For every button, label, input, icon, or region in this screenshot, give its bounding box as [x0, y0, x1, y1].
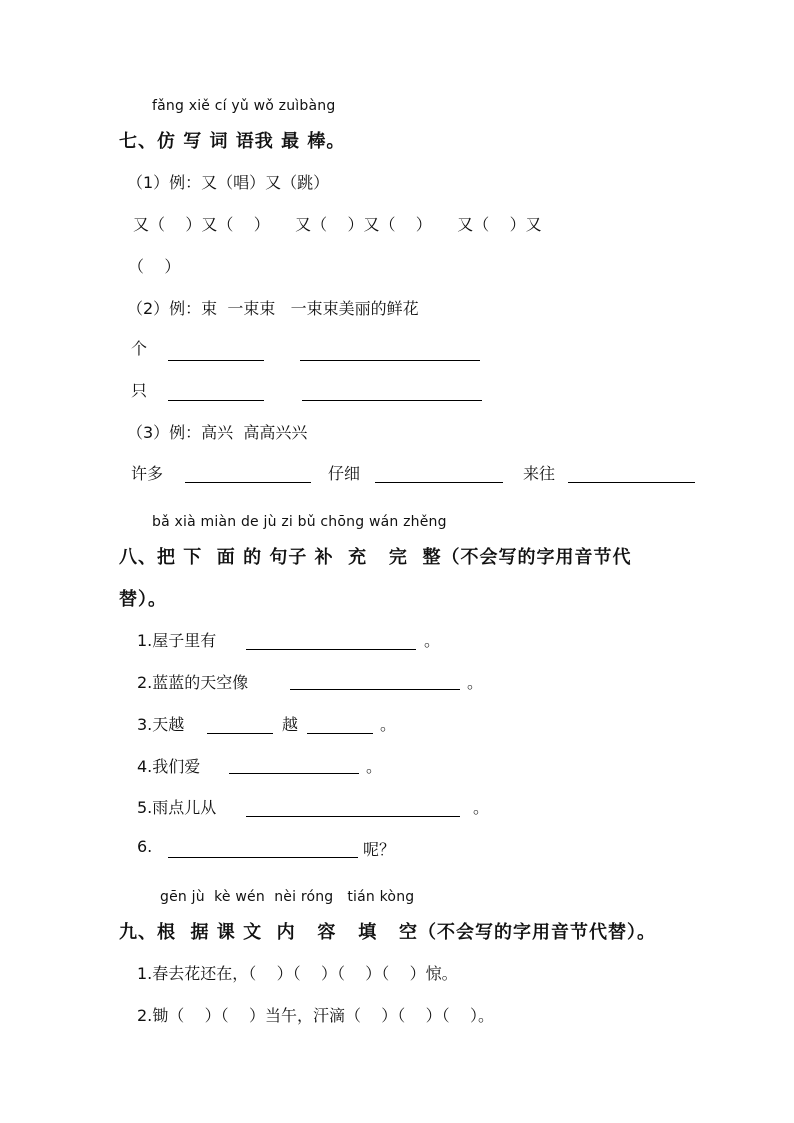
q1-example: （1）例：又（唱）又（跳）	[127, 173, 330, 192]
q3-word-3: 来往	[523, 464, 556, 483]
s9-line-1: 1.春去花还在，（ ）（ ）（ ）（ ）惊。	[137, 964, 458, 983]
q2-row2-blank-2[interactable]	[302, 400, 482, 401]
s8-item-5-blank[interactable]	[246, 816, 460, 817]
q3-blank-3[interactable]	[568, 482, 695, 483]
s8-item-6-suffix: 呢？	[363, 840, 396, 859]
q2-example: （2）例：束 一束束 一束束美丽的鲜花	[127, 299, 419, 318]
section-8-title-cont: 替）。	[119, 589, 167, 610]
q1-answer-line-1: 又（ ）又（ ） 又（ ）又（ ） 又（ ）又	[133, 215, 542, 234]
q3-blank-1[interactable]	[185, 482, 311, 483]
s8-item-3-blank-1[interactable]	[207, 733, 273, 734]
q2-row2-blank-1[interactable]	[168, 400, 264, 401]
q2-row1-blank-1[interactable]	[168, 360, 264, 361]
section-7-pinyin: fǎng xiě cí yǔ wǒ zuìbàng	[152, 98, 336, 114]
section-8-pinyin: bǎ xià miàn de jù zi bǔ chōng wán zhěng	[152, 514, 447, 530]
q3-word-2: 仔细	[328, 464, 361, 483]
s8-item-6-blank[interactable]	[168, 857, 358, 858]
s8-item-2-suffix: 。	[467, 673, 484, 692]
s8-item-3-mid: 越	[282, 715, 299, 734]
s8-item-1-prefix: 1.屋子里有	[137, 631, 217, 650]
s8-item-5-prefix: 5.雨点儿从	[137, 798, 217, 817]
q3-blank-2[interactable]	[375, 482, 503, 483]
s8-item-5-suffix: 。	[473, 798, 490, 817]
q3-word-1: 许多	[131, 464, 164, 483]
q2-row2-char: 只	[131, 381, 148, 400]
s8-item-6-prefix: 6.	[137, 837, 153, 856]
s8-item-2-blank[interactable]	[290, 689, 460, 690]
s8-item-1-suffix: 。	[424, 631, 441, 650]
s9-line-2: 2.锄（ ）（ ）当午，汗滴（ ）（ ）（ ）。	[137, 1006, 494, 1025]
s8-item-1-blank[interactable]	[246, 649, 416, 650]
s8-item-4-suffix: 。	[366, 757, 383, 776]
s8-item-4-prefix: 4.我们爱	[137, 757, 201, 776]
section-7-title: 七、仿 写 词 语我 最 棒。	[119, 131, 346, 152]
section-9-pinyin: gēn jù kè wén nèi róng tián kòng	[160, 889, 415, 905]
s8-item-3-prefix: 3.天越	[137, 715, 185, 734]
q2-row1-char: 个	[131, 339, 148, 358]
section-8-title: 八、把 下 面 的 句子 补 充 完 整（不会写的字用音节代	[119, 547, 632, 568]
q3-example: （3）例：高兴 高高兴兴	[127, 423, 308, 442]
s8-item-3-suffix: 。	[380, 715, 397, 734]
s8-item-4-blank[interactable]	[229, 773, 359, 774]
section-9-title: 九、根 据 课 文 内 容 填 空（不会写的字用音节代替）。	[119, 922, 656, 943]
q1-answer-line-2: （ ）	[128, 257, 181, 276]
s8-item-3-blank-2[interactable]	[307, 733, 373, 734]
q2-row1-blank-2[interactable]	[300, 360, 480, 361]
s8-item-2-prefix: 2.蓝蓝的天空像	[137, 673, 249, 692]
